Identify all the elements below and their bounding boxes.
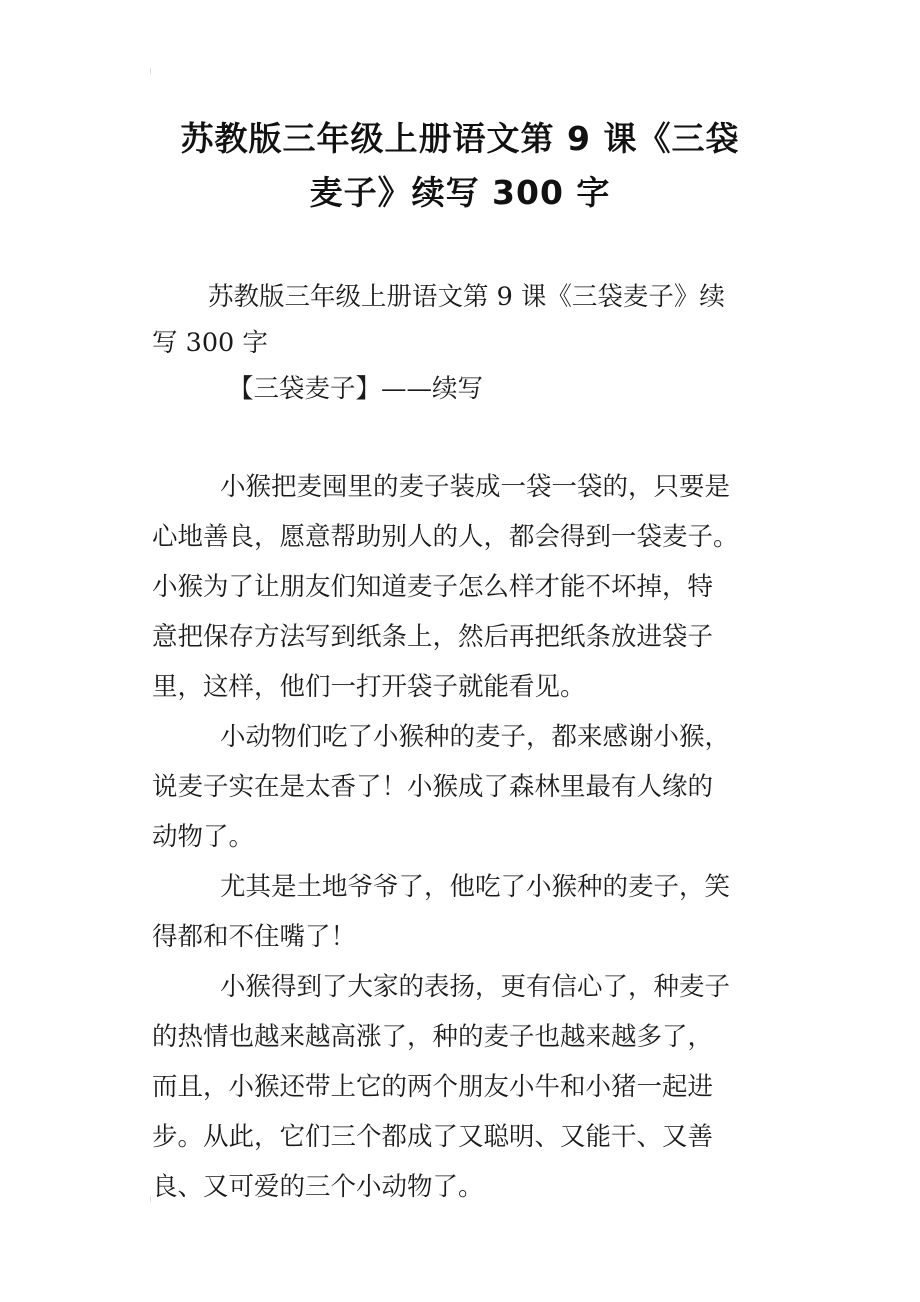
paragraph-line: 步。从此，它们三个都成了又聪明、又能干、又善 xyxy=(152,1122,714,1152)
paragraph-line: 小猴把麦囤里的麦子装成一袋一袋的，只要是 xyxy=(220,472,731,502)
paragraph xyxy=(152,712,792,862)
paragraph-line: 里，这样，他们一打开袋子就能看见。 xyxy=(152,672,586,702)
paragraph-line: 说麦子实在是太香了！小猴成了森林里最有人缘的 xyxy=(152,772,714,802)
article-heading xyxy=(152,274,725,366)
article-body xyxy=(152,462,792,1212)
page-corner-mark xyxy=(150,68,155,74)
paragraph xyxy=(152,462,792,712)
paragraph xyxy=(152,962,792,1212)
paragraph-line: 心地善良，愿意帮助别人的人，都会得到一袋麦子。 xyxy=(152,522,739,552)
paragraph-line: 小动物们吃了小猴种的麦子，都来感谢小猴， xyxy=(220,722,731,752)
paragraph-line: 动物了。 xyxy=(152,822,255,852)
paragraph-line: 小猴得到了大家的表扬，更有信心了，种麦子 xyxy=(220,972,731,1002)
paragraph-line: 而且，小猴还带上它的两个朋友小牛和小猪一起进 xyxy=(152,1072,714,1102)
document-title xyxy=(120,112,800,220)
title-line-2: 麦子》续写 300 字 xyxy=(309,173,611,212)
article-heading-line-2: 写 300 字 xyxy=(152,328,268,358)
paragraph-line: 良、又可爱的三个小动物了。 xyxy=(152,1172,484,1202)
paragraph-line: 意把保存方法写到纸条上，然后再把纸条放进袋子 xyxy=(152,622,714,652)
article-heading-line-1: 苏教版三年级上册语文第 9 课《三袋麦子》续 xyxy=(208,282,725,312)
paragraph xyxy=(152,862,792,962)
paragraph-line: 小猴为了让朋友们知道麦子怎么样才能不坏掉，特 xyxy=(152,572,714,602)
paragraph-line: 尤其是土地爷爷了，他吃了小猴种的麦子，笑 xyxy=(220,872,731,902)
paragraph-line: 得都和不住嘴了！ xyxy=(152,922,357,952)
paragraph-line: 的热情也越来越高涨了，种的麦子也越来越多了， xyxy=(152,1022,714,1052)
title-line-1: 苏教版三年级上册语文第 9 课《三袋 xyxy=(180,119,740,158)
article-subheading: 【三袋麦子】——续写 xyxy=(228,374,484,404)
